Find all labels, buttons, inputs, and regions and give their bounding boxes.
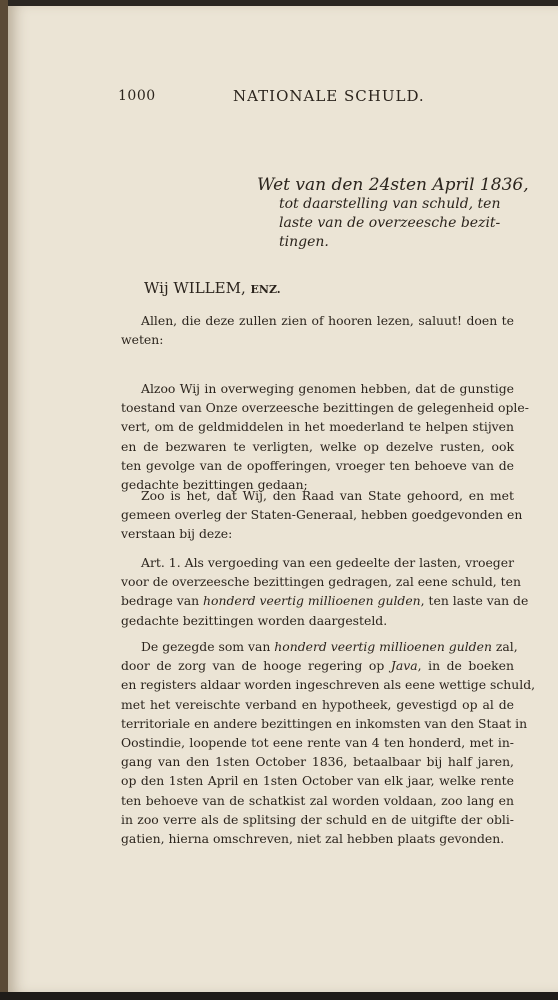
law-title-line: laste van de overzeesche bezit- — [279, 215, 501, 231]
text-line: Zoo is het, dat Wij, den Raad van State gehoord, en met — [141, 488, 514, 503]
text-run: , in de boeken — [417, 658, 514, 674]
text-line: gedachte bezittingen gedaan; — [121, 477, 308, 493]
paragraph-enactment — [121, 486, 523, 544]
article-1 — [121, 553, 529, 630]
text-line: Art. 1. Als vergoeding van een gedeelte der lasten, vroeger — [141, 555, 514, 570]
law-title-line: Wet van den 24sten April 1836, — [257, 175, 529, 195]
text-line: gedachte bezittingen worden daargesteld. — [121, 612, 388, 628]
text-line: in zoo verre als de splitsing der schuld en de uitgifte der obli- — [121, 811, 514, 827]
text-line: ten behoeve van de schatkist zal worden voldaan, zoo lang en — [121, 792, 514, 808]
salutation-main: Wij WILLEM, — [144, 279, 246, 297]
text-run: door de zorg van de hooge regering op — [121, 658, 385, 674]
text-line: gang van den 1sten October 1836, betaalbaar bij half jaren, — [121, 754, 514, 770]
text-line — [121, 656, 514, 675]
text-line: toestand van Onze overzeesche bezittingen de gelegenheid ople- — [121, 400, 529, 416]
emphasized-amount: honderd veertig millioenen gulden — [203, 593, 421, 609]
law-title-line: tot daarstelling van schuld, ten — [279, 196, 501, 212]
text-line: vert, om de geldmiddelen in het moederland te helpen stijven — [121, 419, 514, 435]
text-run: zal, — [491, 639, 518, 654]
text-line: gatien, hierna omschreven, niet zal hebben plaats gevonden. — [121, 831, 505, 847]
text-run: De gezegde som van — [141, 639, 271, 654]
law-title — [257, 175, 529, 252]
text-line: territoriale en andere bezittingen en inkomsten van den Staat in — [121, 715, 528, 731]
text-line: met het vereischte verband en hypotheek, gevestigd op al de — [121, 696, 514, 712]
emphasized-amount: honderd veertig millioenen gulden — [274, 639, 492, 654]
book-spine-edge — [0, 0, 8, 1000]
text-line: en de bezwaren te verligten, welke op dezelve rusten, ook — [121, 438, 514, 454]
text-line: gemeen overleg der Staten-Generaal, hebben goedgevonden en — [121, 507, 523, 523]
paragraph-registration — [121, 637, 536, 848]
text-line: Allen, die deze zullen zien of hooren lezen, saluut! doen te — [141, 313, 514, 328]
emphasized-place: Java — [390, 658, 418, 674]
text-line: ten gevolge van de opofferingen, vroeger ten behoeve van de — [121, 457, 514, 473]
text-line: weten: — [121, 332, 164, 348]
text-line: Oostindie, loopende tot eene rente van 4 ten honderd, met in- — [121, 735, 514, 751]
paragraph-preamble — [121, 311, 514, 349]
text-line — [121, 637, 518, 656]
text-line: Alzoo Wij in overweging genomen hebben, dat de gunstige — [141, 381, 514, 396]
text-line — [121, 591, 529, 610]
text-line: en registers aldaar worden ingeschreven als eene wettige schuld, — [121, 677, 536, 693]
text-line: voor de overzeesche bezittingen gedragen, zal eene schuld, ten — [121, 574, 521, 590]
paragraph-considerations — [121, 379, 529, 494]
page-bottom-edge — [0, 992, 558, 1000]
text-run: bedrage van — [121, 593, 200, 609]
text-line: op den 1sten April en 1sten October van elk jaar, welke rente — [121, 773, 514, 789]
text-run: , ten laste van de — [420, 593, 529, 609]
salutation-suffix: ENZ. — [250, 283, 281, 296]
salutation — [144, 279, 281, 297]
running-head: NATIONALE SCHULD. — [233, 87, 425, 105]
page-number: 1000 — [118, 88, 156, 104]
law-title-line: tingen. — [279, 234, 329, 250]
text-line: verstaan bij deze: — [121, 526, 233, 542]
